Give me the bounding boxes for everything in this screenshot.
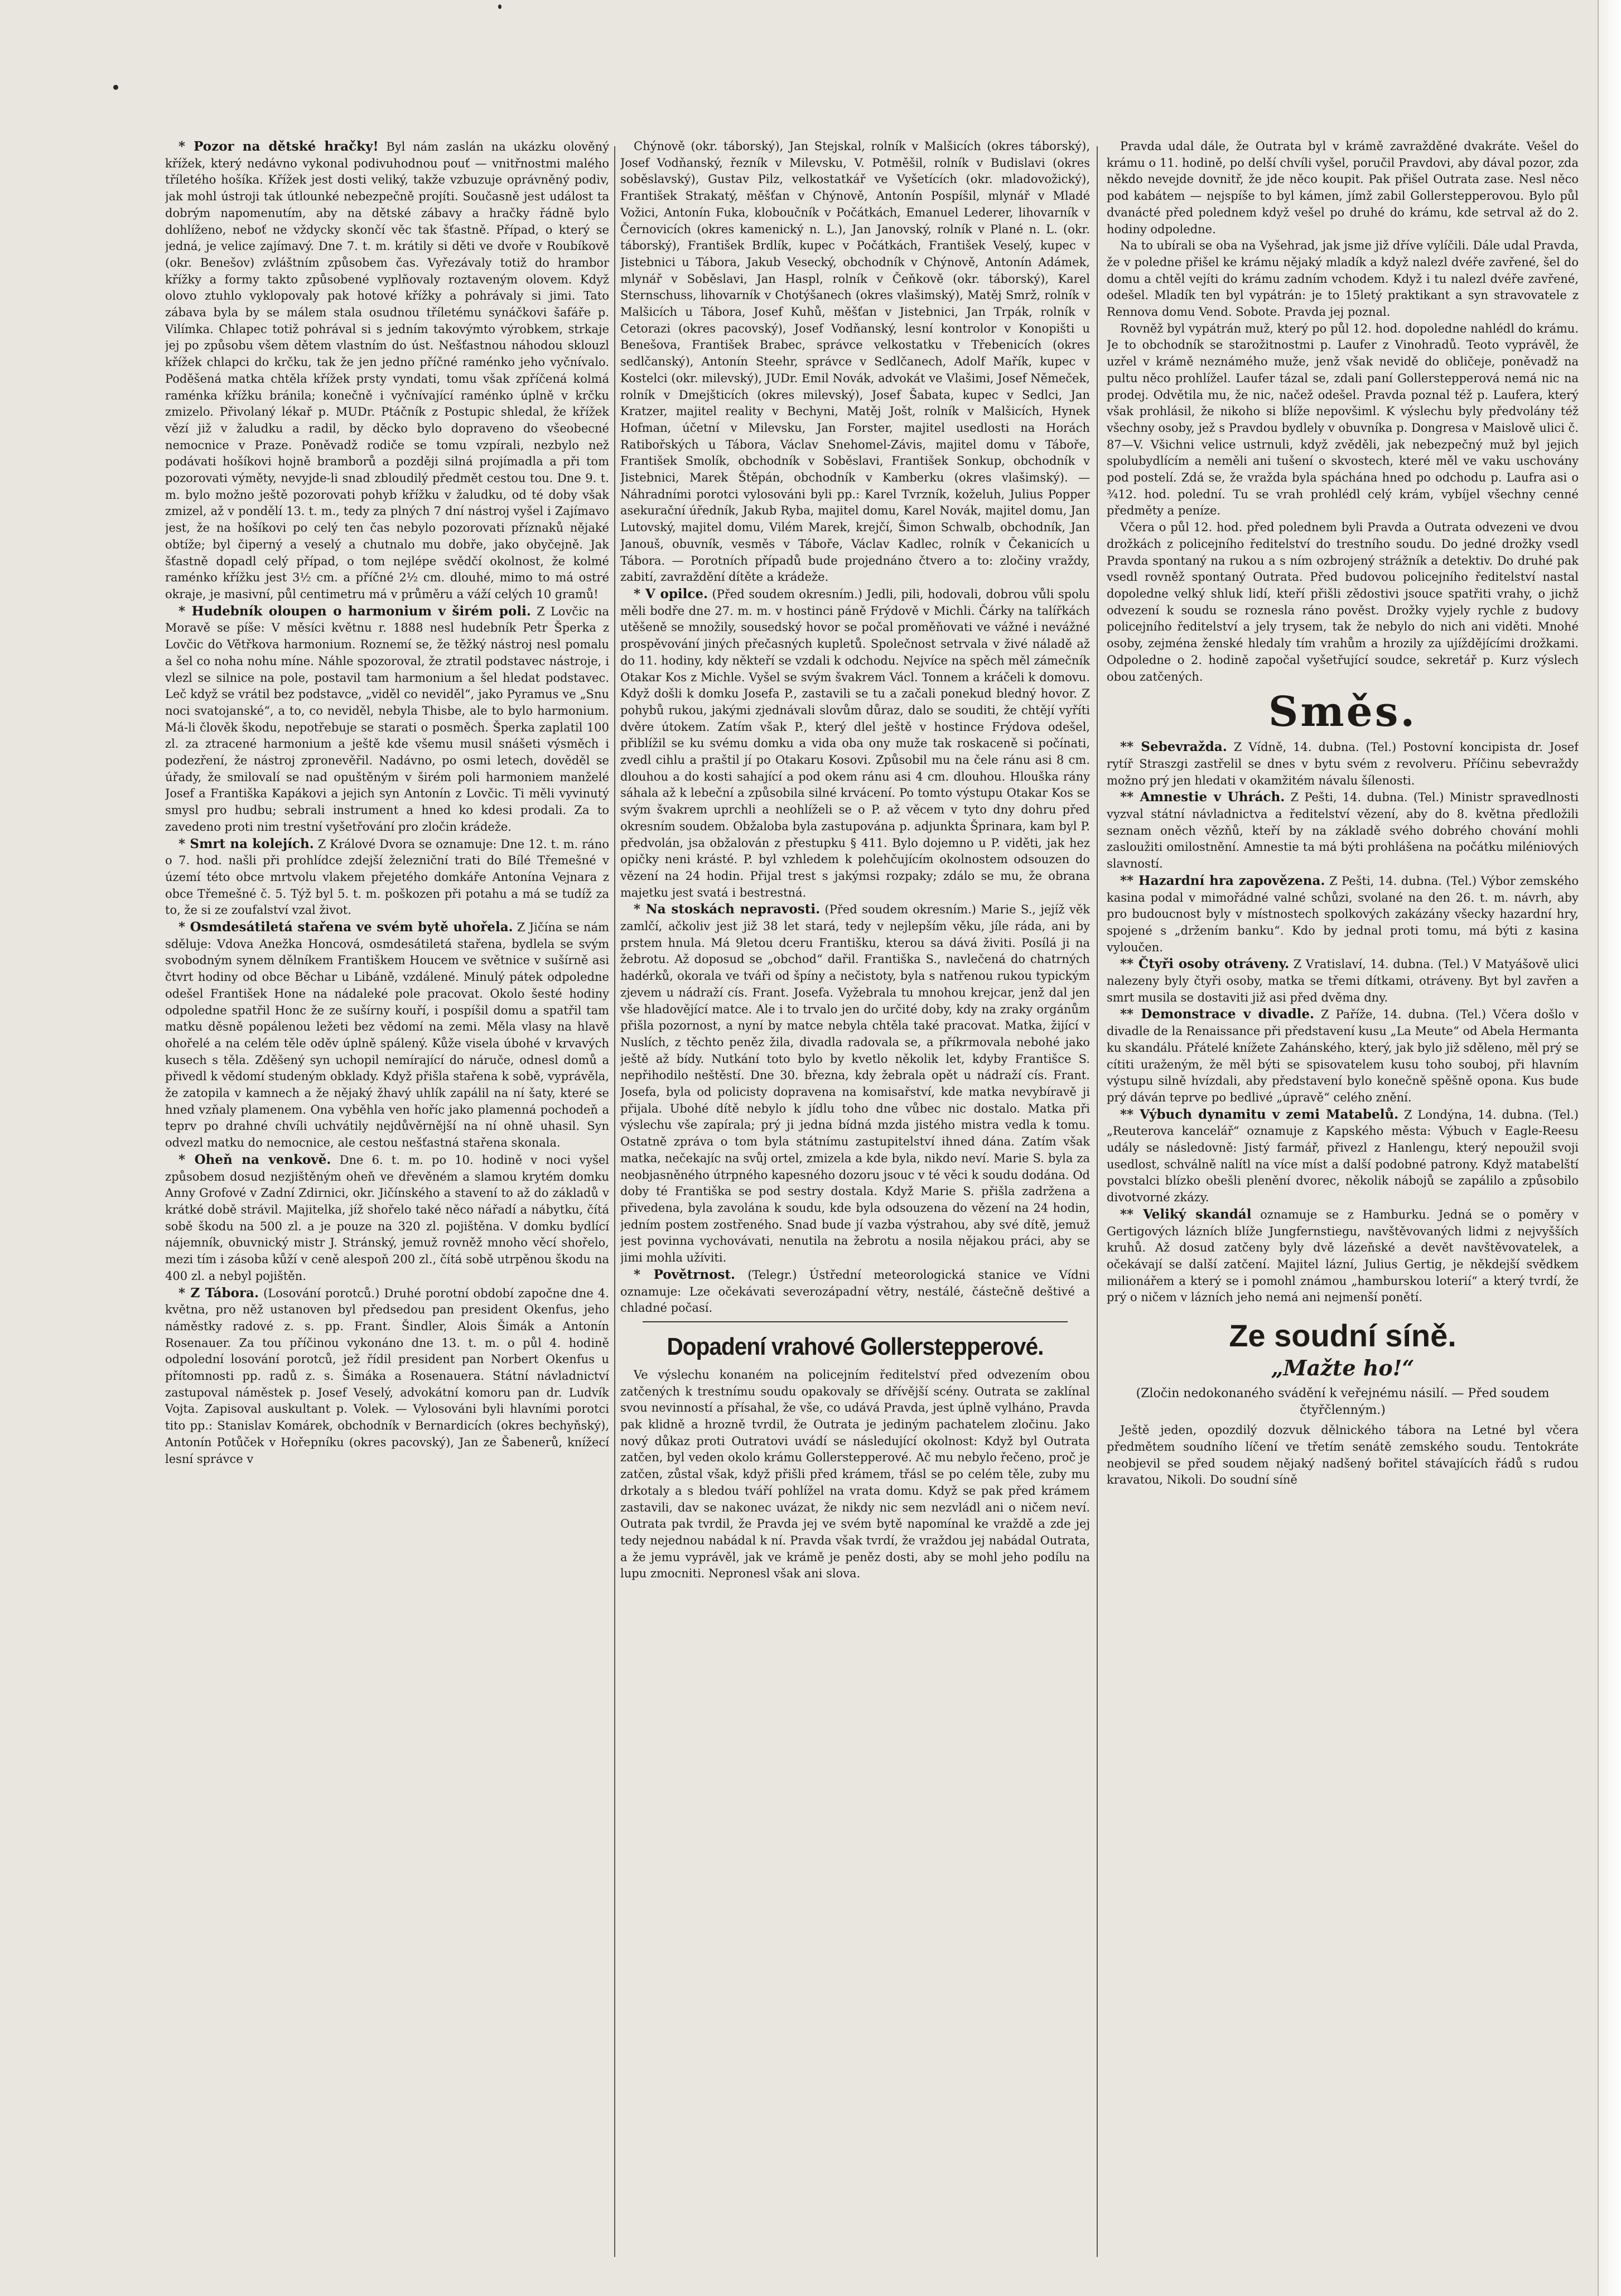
article-subtitle: (Zločin nedokonaného svádění k veřejnému násilí. — Před soudem čtyřčlenným.)	[1136, 1387, 1550, 1418]
news-item	[165, 603, 609, 836]
news-item-title: ** Demonstrace v divadle.	[1120, 1007, 1315, 1022]
news-item-title: ** Amnestie v Uhrách.	[1120, 790, 1285, 805]
news-item-text: Včera o půl 12. hod. před polednem byli Pravda a Outrata odvezeni ve dvou drožkách z policejního ředitelství do trestního soudu. Do jedné drožky vsedl Pravda spontaný na rukou a s ním ozbrojený strážník a detektiv. Do druhé pak vsedl rovněž spontaný Outrata. Před budovou policejního ředitelství nastal dopoledne velký shluk lidí, kteří přišli zědostivi jsouce spatřiti vrahy, o jichž odvezení k soudu se roznesla ráno pověst. Drožky vyjely rychle z budovy policejního ředitelství a jely trysem, tak že nebylo do nich ani viděti. Mnohé osoby, zejména ženské hledaly tím vrahům a hrozily za ujíždějícími drožkami. Odpoledne o 2. hodině započal vyšetřující soudce, sekretář p. Kurz výslech obou zatčených.	[1107, 521, 1579, 683]
news-item-text: Byl nám zaslán na ukázku olověný křížek, který nedávno vykonal podivuhodnou pouť — vnitřnostmi malého tříletého hošíka. Křížek jest dosti veliký, takže vzbuzuje oprávněný podiv, jak mohl ústroji tak útlounké nebezpečně projíti. Současně jest událost ta dobrým napomenutím, aby na dětské zábavy a hračky řádně bylo dohlíženo, neboť ne vždycky skončí věc tak šťastně. Případ, o který se jedná, je velice zajímavý. Dne 7. t. m. krátily si děti ve dvoře v Roubíkově (okr. Benešov) zvláštním způsobem čas. Vyřezávaly totiž do hrambor křížky a formy takto způsobené vyplňovaly roztaveným olovem. Když olovo ztuhlo vyklopovaly pak hotové křížky a pohrávaly si jimi. Tato zábava byla by se málem stala osudnou tříletému synáčkovi šafáře p. Vilímka. Chlapec totiž pohrával si s jedním takovýmto výrobkem, strkaje jej po způsobu všem dětem vlastním do úst. Nešťastnou náhodou sklouzl křížek chlapci do krčku, tak že jen jedno příčné raménko jeho vyčnívalo. Poděšená matka chtěla křížek prsty vyndati, tomu však zpříčená kolmá raménka křížku bránila; konečně i vyčnívající raménko úplně v krčku zmizelo. Přivolaný lékař p. MUDr. Ptáčník z Postupic shledal, že křížek vězí již v žaludku a radil, by děcko bylo dopraveno do všeobecné nemocnice v Praze. Poněvadž rodiče se tomu vzpírali, nezbylo než podávati hošíkovi hojně bramborů a později silná projímadla a při tom pozorovati výměty, nevyjde-li snad zbloudilý předmět cestou tou. Dne 9. t. m. bylo možno ještě pozorovati pohyb křížku v žaludku, od té doby však zmizel, až v pondělí 13. t. m., tedy za plných 7 dní nástroj vyšel i Zajímavo jest, že na hošíkovi po celý ten čas nebylo pozorovati příznaků nějaké obtíže; byl čiperný a veselý a chutnalo mu dobře, jako obyčejně. Jak šťastně dopadl celý případ, o tom nejlépe svědčí okolnost, že kolmé raménko křížku jest 3½ cm. a příčné 2½ cm. dlouhé, mimo to má ostré okraje, je masivní, půl centimetru má v průměru a váží celých 10 gramů!	[165, 140, 609, 601]
news-item	[1107, 321, 1579, 519]
news-item-title: ** Čtyři osoby otráveny.	[1120, 956, 1290, 972]
article-text: Ve výslechu konaném na policejním ředitelství před odvezením obou zatčených k trestnímu soudu opakovaly se dřívější scény. Outrata se zaklínal svou nevinností a přísahal, že vše, co udává Pravda, jest úplně vylháno, Pravda pak klidně a hrozně tvrdil, že Outrata je jediným pachatelem zločinu. Jako nový důkaz proti Outratovi uvádí se následující okolnost: Když byl Outrata zatčen, byl veden okolo krámu Gollerstepperové. Ač mu nebylo řečeno, proč je zatčen, zůstal však, když přišli před krámem, třásl se po celém těle, zuby mu drkotaly a s bledou tváří pohlížel na vrata domu. Když se pak před krámem zastavili, dav se nakonec uvázat, že nikdy nic sem nezvládl ani o ničem neví. Outrata pak tvrdil, že Pravda jej ve svém bytě napomínal ke vraždě a zde jej tedy nejednou nabádal k ní. Pravda však tvrdí, že vraždou jej nabádal Outrata, a že jemu vyprávěl, jak ve krámě je peněz dosti, aby se mohl jeho podílu na lupu zmocniti. Nepronesl však ani slova.	[620, 1368, 1090, 1581]
news-item-title: * Povětrnost.	[634, 1267, 736, 1282]
news-item	[1107, 519, 1579, 685]
news-item	[1107, 956, 1579, 1006]
news-item	[1107, 1206, 1579, 1306]
news-item	[620, 1267, 1090, 1317]
print-speck	[498, 4, 501, 9]
news-item	[1107, 739, 1579, 789]
news-item	[1107, 1006, 1579, 1106]
page-edge	[1598, 0, 1621, 2296]
news-item-text: Na to ubírali se oba na Vyšehrad, jak jsme již dříve vylíčili. Dále udal Pravda, že v poledne přišel ke krámu nějaký mladík a když nalezl dvéře zavřené, šel do domu a chtěl vejíti do krámu zadním vchodem. Když i tu nalezl dvéře zavřené, odešel. Mladík ten byl vypátrán: je to 15letý praktikant a syn stravovatele z Rennova domu Vend. Sobote. Pravda jej poznal.	[1107, 239, 1579, 319]
news-item-text: Pravda udal dále, že Outrata byl v krámě zavražděné dvakráte. Vešel do krámu o 11. hodině, po delší chvíli vyšel, poručil Pravdovi, aby dával pozor, zda někdo nevejde dovnitř, že jde něco koupit. Pak přišel Outrata zase. Nesl něco pod kabátem — nejspíše to byl kámen, jímž zabil Gollerstepperovou. Bylo půl dvanácté před polednem když vešel po druhé do krámu, kde setrval až do 2. hodiny odpoledne.	[1107, 139, 1579, 236]
news-item	[1107, 1422, 1579, 1489]
news-item	[165, 1152, 609, 1285]
news-item	[1107, 789, 1579, 873]
news-item-title: * Oheň na venkově.	[178, 1152, 331, 1167]
news-item-text: Z Vídně, 14. dubna. (Tel.) Postovní koncipista dr. Josef rytíř Straszgi zastřelil se dnes v bytu svém z revolveru. Příčinu sebevraždy možno prý jen hledati v okamžitém návalu šílenosti.	[1107, 740, 1579, 787]
section-heading-smes: Směs.	[1268, 688, 1417, 737]
news-item-text: oznamuje se z Hamburku. Jedná se o poměry v Gertigových lázních blíže Jungfernstiegu, navštěvovaných lidmi z nejvyšších kruhů. Až dosud zatčeny byly dvě lázeňské a devět navštěvovatelek, a očekávají se další zatčení. Majitel lázní, Julius Gertig, je někdejší svědkem milionářem a který se i pomohl známou „hamburskou loterií“ a který tvrdí, že prý o ničem v lázních jeho nemá ani nejmenší ponětí.	[1107, 1207, 1579, 1305]
news-item-text: (Před soudem okresním.) Jedli, pili, hodovali, dobrou vůli spolu měli bodře dne 27. m. m. v hostinci páně Frýdově v Michli. Čárky na talířkách utěšeně se množily, sousedský hovor se počal proměňovati ve vážné i nevážné prospěvování jiných přečasných kupletů. Společnost setrvala v živé náladě až do 11. hodiny, kdy někteří se vzdali k odchodu. Nejvíce na spěch měl zámečník Otakar Kos z Michle. Vyšel se svým švakrem Václ. Tonnem a kráčeli k domovu. Když došli k domku Josefa P., zastavili se tu a začali ponekud bledný hovor. Z pohybů rukou, jakými zjednávali slovům důraz, dalo se souditi, že chtějí vyříti dvěre útokem. Zatím však P., který dlel ještě v hostince Frýdova odešel, přiblížil se ku svému domku a vida oba ony muže tak roskaceně si počínati, zvedl cihlu a praštil jí po Otakaru Kosovi. Způsobil mu na čele ránu asi 8 cm. dlouhou a do kosti sahající a pod okem ránu asi 4 cm. dlouhou. Hlouška rány sáhala až k lebeční a způsobila silné krvácení. Po tomto výstupu Otakar Kos se svým švakrem uprchli a neohlíželi se o P. až věcem v tyto dny dohru před okresním soudem. Obžaloba byla zastupována p. adjunkta Šprinara, kam byl P. předvolán, jsa obžalován z přestupku § 411. Bylo dojemno u P. viděti, jak hez opičky neni krásté. P. byl vzhledem k polehčujícím okolnostem odsouzen do vězení na 24 hodin. Přijal trest s jakýmsi rozpaky; zdálo se mu, že obrana majetku jest svatá i bestrestná.	[620, 587, 1090, 899]
newspaper-column-3	[1107, 138, 1579, 2263]
news-item-text: Z Londýna, 14. dubna. (Tel.) „Reuterova kancelář“ oznamuje z Kapského města: Výbuch v Eagle-Reesu udály se následovně: Jistý farmář, přivezl z Hanlengu, který nepoužil svoji usedlost, schválně nalítl na více míst a další podobné patrony. Když matabelští povstalci blízko obešli plenění dvorec, několik nábojů se zapálilo a způsobilo divotvorné zkázy.	[1107, 1108, 1579, 1205]
article-headline: Dopadení vrahové Gollerstepperové.	[667, 1332, 1044, 1360]
print-speck	[113, 85, 118, 90]
news-item-text: Z Lovčic na Moravě se píše: V měsíci květnu r. 1888 nesl hudebník Petr Šperka z Lovčic do Větřkova harmonium. Roznemí se, že těžký nástroj nesl pomalu a šel co noha nohu míne. Náhle spozoroval, že ztratil podstavec nástroje, i vlezl se silnice na pole, postavil tam harmonium a šel hledat podstavec. Leč když se vrátil bez podstavce, „viděl co neviděl“, jako Pyramus ve „Snu noci svatojanské“, a to, co neviděl, nebyla Thisbe, ale to bylo harmonium. Má-li člověk škodu, nepotřebuje se starati o posměch. Šperka zaplatil 100 zl. za ztracené harmonium a ještě kde všemu musil snášeti výsměch i podezření, že nástroj zpronevěřil. Nadávno, po osmi letech, dověděl se úřady, že smilovalí se nad opuštěným v širém poli harmoniem manželé Josef a Františka Kapákovi a jejich syn Antonín z Lovčic. Ti měli vyvinutý smysl pro hudbu; sebrali instrument a hned ko kdesi prodali. Za to zavedeno proti nim trestní vyšetřování pro zločin krádeže.	[165, 604, 609, 834]
news-item-title: ** Sebevražda.	[1120, 739, 1227, 755]
section-heading-court: Ze soudní síně.	[1229, 1318, 1456, 1354]
news-item-title: ** Veliký skandál	[1120, 1206, 1252, 1222]
news-item-text: Ještě jeden, opozdilý dozvuk dělnického tábora na Letné byl včera předmětem soudního líčení ve třetím senátě zemského soudu. Tentokráte neobjevil se před soudem nějaký nadšený bořitel stávajících řádů s rudou kravatou, Nikoli. Do soudní síně	[1107, 1423, 1579, 1487]
news-item	[1107, 238, 1579, 321]
news-item	[165, 919, 609, 1152]
news-item-text: Z Paříže, 14. dubna. (Tel.) Včera došlo v divadle de la Renaissance při představení kusu „La Meute“ od Abela Hermanta ku skandálu. Přátelé knížete Zahánského, který, jak bylo již sděleno, měl prý se cítiti uraženým, že měl býti se spisovatelem kusu toho souboj, při hlavním výstupu silně hvízdali, aby představení bylo konečně spěšně opona. Kus bude prý dáván teprve po bedlivé „úpravě“ celého znění.	[1107, 1008, 1579, 1104]
news-item-title: * Hudebník oloupen o harmonium v širém poli.	[178, 603, 531, 619]
news-item	[620, 138, 1090, 586]
article-paragraph	[620, 1367, 1090, 1582]
news-item-title: * Smrt na kolejích.	[178, 836, 314, 851]
news-item-title: ** Hazardní hra zapovězena.	[1120, 873, 1325, 888]
news-item	[620, 901, 1090, 1266]
newspaper-column-1	[165, 138, 609, 2263]
news-item-title: * Osmdesátiletá stařena ve svém bytě uhořela.	[178, 920, 513, 935]
news-item-text: Dne 6. t. m. po 10. hodině v noci vyšel způsobem dosud nezjištěným oheň ve dřevěném a slamou krytém domku Anny Grofové v Zadní Zdirnici, okr. Jičínského a stavení to až do základů v krátké době strávil. Majitelka, jíž shořelo také něco nářadí a nábytku, čítá sobě škodu na 500 zl. a je pouze na 320 zl. pojištěna. V domku bydlící nájemník, obuvnický mistr J. Stránský, jemuž rovněž mnoho věcí shořelo, mezi tím i zásoba kůží v ceně alespoň 200 zl., čítá sobě utrpěnou škodu na 400 zl. a nebyl pojištěn.	[165, 1153, 609, 1283]
news-item-text: (Před soudem okresním.) Marie S., jejíž věk zamlčí, ačkoliv jest již 38 let stará, tedy v nejlepším věku, jíle ráda, ani by prstem hnula. Má 9letou dceru Františku, kterou sa dává živiti. Posílá ji na žebrotu. Až doposud se „obchod“ dařil. Františka S., navlečená do chatrných hadérků, okorala ve tváři od špíny a nečistoty, byla s natřenou rukou typickým zjevem u nádraží cís. Frant. Josefa. Vyžebrala tu mnohou krejcar, jenž dal jen vše hladovějící matce. Ale i to trvalo jen do určité doby, kdy na zraky orgánům přišla pozornost, a nyní by matce nebyla chtěla také pracovat. Matka, žijící v Nuslích, z těchto peněz žila, divadla radovala se, a příkrmovala nebohé jako ještě až bídy. Nutkání toto bylo by kvetlo několik let, kdyby Františce S. nepřihodilo neštěstí. Dne 30. března, kdy žebrala opět u nádraží cís. Frant. Josefa, byla od policisty dopravena na komisařství, kde matka nevybíravě ji přijala. Ubohé dítě nebylo k jídlu toho dne vůbec nic dostalo. Matka při výslechu vše zapírala; prý ji jedna bídná mzda jistého mistra vedla k tomu. Ostatně zpráva o tom byla státnímu zastupitelství ihned dána. Zatím však matka, nečekajíc na svůj ortel, zmizela a kde byla, nikdo neví. Marie S. byla za neobjasněného útrpného kapesného dozoru jsouc v té věci k soudu dodána. Od doby té Františka se pod sestry dostala. Když Marie S. přišla zadržena a přivedena, byla zavolána k soudu, kde byla odsouzena do vězení na 24 hodin, jedním postem zostřeného. Snad bude jí vazba výstrahou, aby své dítě, jemuž jest povinna vychovávati, nenutila na žebrotu a nosila nějakou práci, aby se jimi mohla užíviti.	[620, 903, 1090, 1265]
news-item-text: Rovněž byl vypátrán muž, který po půl 12. hod. dopoledne nahlédl do krámu. Je to obchodník se starožitnostmi p. Laufer z Vinohradů. Teoto vyprávěl, že uzřel v krámě neznámého muže, jenž však nevidě do obličeje, poněvadž na pultu něco prohlížel. Laufer tázal se, zdali paní Gollerstepperová nemá nic na prodej. Odvětila mu, že nic, načež odešel. Pravda poznal též p. Laufera, který však prohlásil, že nikoho si blíže nepovšiml. K výslechu byly předvolány též všechny osoby, jež s Pravdou bydlely v obuvníka p. Dongresa v Maislově ulici č. 87—V. Všichni velice ustrnuli, když zvěděli, jak nebezpečný muž byl jejich spolubydlícím a neměli ani tušení o skvostech, které měl ve vaku uschovány pod postelí. Zdá se, že vražda byla spáchána hned po odchodu p. Laufra asi o ¾12. hod. polední. Tu se vrah prohlédl celý krám, vybíjel všechny cenné předměty a peníze.	[1107, 321, 1579, 518]
divider	[643, 1321, 1068, 1322]
news-item-text: Z Králové Dvora se oznamuje: Dne 12. t. m. ráno o 7. hod. našli při prohlídce zdejší železniční trati do Bílé Třemešné v území této obce mrtvolu vlakem přejetého domkáře Antonína Vejnara z obce Třemešné č. 5. Týž byl 5. t. m. poškozen při potahu a má se tudíž za to, že si ze zoufalství vzal život.	[165, 837, 609, 917]
news-item-title: * Z Tábora.	[178, 1285, 259, 1301]
news-item-title: * V opilce.	[634, 586, 708, 601]
news-item-title: * Pozor na dětské hračky!	[178, 139, 379, 154]
news-item-text: Z Jičína se nám sděluje: Vdova Anežka Honcová, osmdesátiletá stařena, bydlela se svým svobodným synem dělníkem Františkem Houcem ve světnice v sušírně asi čtvrt hodiny od obce Běchar u Libáně, vzdálené. Minulý pátek odpoledne odešel František Hone na nádaleké pole pracovat. Okolo šesté hodiny odpoledne spatřil Honc že ze sušírny kouří, i pospíšil domu a spatřil tam matku děsně popálenou ležeti bez vědomí na zemi. Měla vlasy na hlavě ohořelé a na celém těle oděv úplně spálený. Kůže visela úbohé v krvavých kusech s těla. Zděšený syn uchopil nemírající do náruče, odnesl domů a přivedl k vědomí studeným obklady. Když přišla stařena k sobě, vyprávěla, že zatopila v kamnech a že nějaký žhavý uhlík zapálil na ní šaty, které se hned vzňaly plamenem. Ona vyběhla ven hoříc jako plamenná pochodeň a teprv po drahné chvíli uchvátily nejdůvěrnější na ní ohně uhasil. Syn odvezl matku do nemocnice, ale cestou nešťastná stařena skonala.	[165, 921, 609, 1150]
news-item-text: Chýnově (okr. táborský), Jan Stejskal, rolník v Malšicích (okres táborský), Josef Vodňanský, řezník v Milevsku, V. Potměšil, rolník v Budislavi (okres soběslavský), Gustav Pilz, velkostatkář ve Vyšetících (okr. mladovožický), František Strakatý, měšťan v Chýnově, Antonín Pospíšil, mlynář v Mladé Vožici, Antonín Fuka, kloboučník v Počátkách, Emanuel Lederer, lihovarník v Černovicích (okres kamenický n. L.), Jan Janovský, rolník v Plané n. L. (okr. táborský), František Brdlík, kupec v Počátkách, František Veselý, kupec v Jistebnici u Tábora, Jakub Vesecký, obchodník v Chýnově, Antonín Adámek, mlynář v Soběslavi, Jan Haspl, rolník v Čeňkově (okr. táborský), Karel Sternschuss, lihovarník v Chotýšanech (okres vlašimský), Matěj Smrž, rolník v Malšicích u Tábora, Josef Kuhů, měšťan v Jistebnici, Jan Trpák, rolník v Cetorazi (okres pacovský), Josef Vodňanský, lesní kontrolor v Konopišti u Benešova, František Brabec, správce velkostatku v Třebenicích (okres sedlčanský), Antonín Steehr, správce v Sedlčanech, Adolf Mařík, kupec v Kostelci (okr. milevský), JUDr. Emil Novák, advokát ve Vlašimi, Josef Němeček, rolník v Dmejšticích (okres milevský), Josef Šabata, kupec v Sedlci, Jan Kratzer, majitel reality v Bechyni, Matěj Jošt, rolník v Malšicích, Hynek Hofman, účetní v Milevsku, Jan Forster, majitel usedlosti na Horách Ratibořských u Tábora, Václav Snehomel-Závis, majitel domu v Táboře, František Smolík, obchodník v Soběslavi, František Sonkup, obchodník v Jistebnici, Marek Štěpán, obchodník v Kamberku (okres vlašimský). — Náhradními porotci vylosováni byli pp.: Karel Tvrzník, koželuh, Julius Popper asekurační úředník, Jakub Ryba, majitel domu, Karel Novák, majitel domu, Jan Lutovský, majitel domu, Vilém Marek, krejčí, Šimon Schwalb, obchodník, Jan Janouš, obuvník, vesměs v Táboře, Václav Kadlec, rolník v Čekanicích u Tábora. — Porotních případů bude projednáno čtvero a to: zločiny vraždy, zabití, zavraždění dítěte a krádeže.	[620, 139, 1090, 584]
news-item	[1107, 873, 1579, 956]
news-item-title: ** Výbuch dynamitu v zemi Matabelů.	[1120, 1106, 1399, 1122]
news-item	[165, 836, 609, 920]
news-item	[620, 586, 1090, 901]
article-title: „Mažte ho!“	[1271, 1355, 1415, 1381]
news-item	[165, 1285, 609, 1468]
news-item-text: (Losování porotců.) Druhé porotní období započne dne 4. května, pro něž ustanoven byl předsedou pan president Okenfus, jeho náměstky radové z. s. pp. Frant. Šindler, Alois Šimák a Antonín Rosenauer. Za tou příčinou vykonáno dne 13. t. m. o půl 4. hodině odpolední losování porotců, jež řídil president pan Norbert Okenfus u přítomnosti pp. radů z. s. Šimáka a Rosenauera. Státní návladnictví zastupoval náměstek p. Josef Veselý, advokátní komoru pan dr. Ludvík Vojta. Zapisoval auskultant p. Volek. — Vylosováni byli hlavními porotci tito pp.: Stanislav Komárek, obchodník v Bernardicích (okres bechyňský), Antonín Potůček v Hořepníku (okres pacovský), Jan ze Šabenerů, knížecí lesní správce v	[165, 1286, 609, 1466]
column-rule	[1097, 146, 1098, 2257]
news-item	[1107, 1106, 1579, 1206]
news-item-text: Z Pešti, 14. dubna. (Tel.) Výbor zemského kasina podal v mimořádné valné schůzi, svolané na den 26. t. m. návrh, aby pro budoucnost byly v místnostech spolkových zakázány všecky hazardní hry, spojené s „držením banku“. Kdo by jednal proti tomu, má býti z kasina vyloučen.	[1107, 874, 1579, 954]
news-item-text: (Telegr.) Ústřední meteorologická stanice ve Vídni oznamuje: Lze očekávati severozápadní větry, nestálé, částečně deštivé a chladné počasí.	[620, 1268, 1090, 1315]
news-item-text: Z Pešti, 14. dubna. (Tel.) Ministr spravedlnosti vyzval státní návladnictva a ředitelství vězení, aby do 8. května předložili seznam oněch vězňů, kteří by na základě svého dobrého chování mohli zasloužiti omilostnění. Amnestie ta má býti prohlášena na počátku miléniových slavností.	[1107, 791, 1579, 871]
column-rule	[614, 146, 615, 2257]
news-item	[165, 138, 609, 603]
newspaper-column-2	[620, 138, 1090, 2263]
news-item	[1107, 138, 1579, 238]
news-item-title: * Na stoskách nepravosti.	[634, 902, 821, 917]
news-item-text: Z Vratislaví, 14. dubna. (Tel.) V Matyášově ulici nalezeny byly čtyři osoby, matka se třemi dítkami, otráveny. Byt byl zavřen a smrt musila se dostaviti již asi před dvěma dny.	[1107, 957, 1579, 1004]
